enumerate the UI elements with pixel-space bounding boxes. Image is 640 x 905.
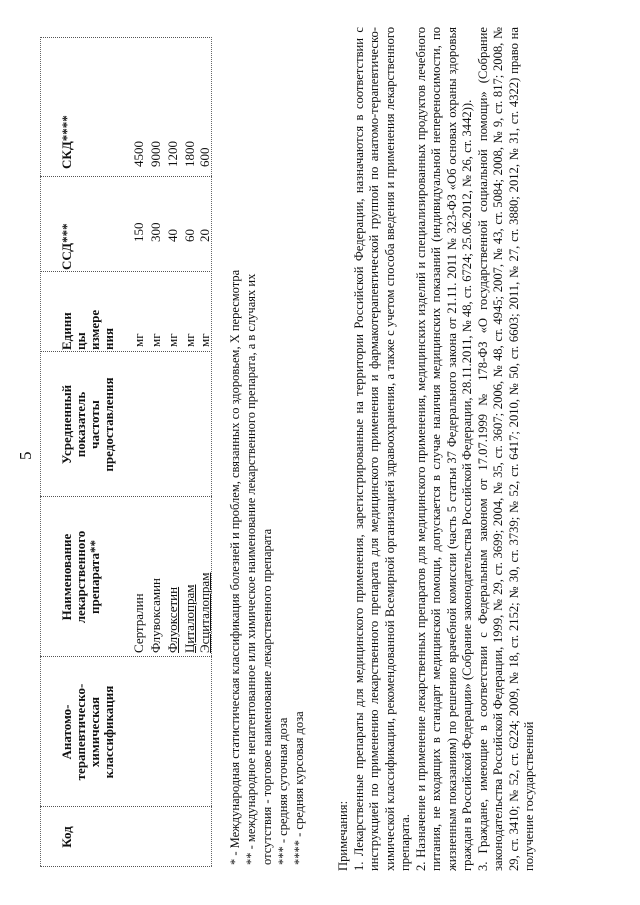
header-code: Код xyxy=(59,826,74,848)
footnote-skd: **** - средняя курсовая доза xyxy=(292,711,306,865)
header-drug-name: Наименование лекарственного препарата** xyxy=(59,530,102,624)
drug-name: Эсциталопрам xyxy=(197,572,212,653)
footnote-inn: ** - международное непатентованное или химическое наименование лекарственного препарата, а в случаях их xyxy=(244,273,258,865)
sdd-value: 40 xyxy=(165,229,180,242)
table-divider xyxy=(40,656,212,657)
footnote-icd: * - Международная статистическая классификация болезней и проблем, связанных со здоровьем, X пересмотра xyxy=(228,269,242,865)
skd-value: 9000 xyxy=(148,141,163,167)
notes-title: Примечания: xyxy=(336,800,350,871)
notes-section xyxy=(336,27,538,871)
unit: мг xyxy=(148,333,163,347)
table-divider xyxy=(40,496,212,497)
drug-name: Флувоксамин xyxy=(148,578,163,653)
unit: мг xyxy=(165,333,180,347)
page-number: 5 xyxy=(16,451,35,460)
header-atc: Анатомо- терапевтическо- химическая классификация xyxy=(59,683,116,781)
table-divider xyxy=(40,271,212,272)
drug-table xyxy=(40,37,218,867)
drug-name: Циталопрам xyxy=(182,584,197,653)
unit: мг xyxy=(182,333,197,347)
sdd-value: 150 xyxy=(131,222,146,242)
note-item: 3. Граждане, имеющие в соответствии с Федеральным законом от 17.07.1999 № 178-ФЗ «О государственной социальной помощи» (Собрание законодательства Российской Федерации, 1999, № 29, ст. 3699; 2004, № 35, ст. 3607; 2006, № 48, ст. 4945; 2007, № 43, ст. 5084; 2008, № 9, ст. 817; 2008, № 29, ст. 3410; № 52, ст. 6224; 2009, № 18, ст. 2152; № 30, ст. 3739; № 52, ст. 6417; 2010, № 50, ст. 6603; 2011, № 27, ст. 3880; 2012, № 31, ст. 4322) право на получение государственной xyxy=(475,27,536,871)
skd-value: 600 xyxy=(197,147,212,167)
table-divider xyxy=(40,176,212,177)
unit: мг xyxy=(131,333,146,347)
sdd-value: 300 xyxy=(148,222,163,242)
skd-value: 1800 xyxy=(182,141,197,167)
footnote-sdd: *** - средняя суточная доза xyxy=(276,717,290,865)
table-border xyxy=(40,37,41,867)
skd-value: 1200 xyxy=(165,141,180,167)
note-item: 2. Назначение и применение лекарственных препаратов для медицинского применения, медицинских изделий и специализированных продуктов лечебного питания, не входящих в стандарт медицинской помощи, допускается в случае наличия медицинских показаний (индивидуальной непереносимости, по жизненным показаниям) по решению врачебной комиссии (часть 5 статьи 37 Федерального закона от 21.11. 2011 № 323-ФЗ «Об основах охраны здоровья граждан в Российской Федерации» (Собрание законодательства Российской Федерации, 28.11.2011, № 48, ст. 6724; 25.06.2012, № 26, ст. 3442)). xyxy=(413,27,474,871)
table-divider xyxy=(40,351,212,352)
drug-name: Сертралин xyxy=(131,593,146,653)
footnote-inn-cont: отсутствия - торговое наименование лекарственного препарата xyxy=(260,528,274,865)
header-frequency: Усредненный показатель частоты предоставления xyxy=(59,377,116,472)
header-sdd: ССД*** xyxy=(59,223,74,270)
header-skd: СКД**** xyxy=(59,115,74,169)
note-item: 1. Лекарственные препараты для медицинского применения, зарегистрированные на территории Российской Федерации, назначаются в соответствии с инструкцией по применению лекарственного препарата для медицинского применения и фармакотерапевтической группой по анатомо-терапевтическо-химической классификации, рекомендованной Всемирной организацией здравоохранения, а также с учетом способа введения и применения лекарственного препарата. xyxy=(351,27,412,871)
unit: мг xyxy=(197,333,212,347)
sdd-value: 60 xyxy=(182,229,197,242)
header-units: Едини цы измере ния xyxy=(59,309,116,350)
sdd-value: 20 xyxy=(197,229,212,242)
skd-value: 4500 xyxy=(131,141,146,167)
drug-name: Флуоксетин xyxy=(165,586,180,653)
